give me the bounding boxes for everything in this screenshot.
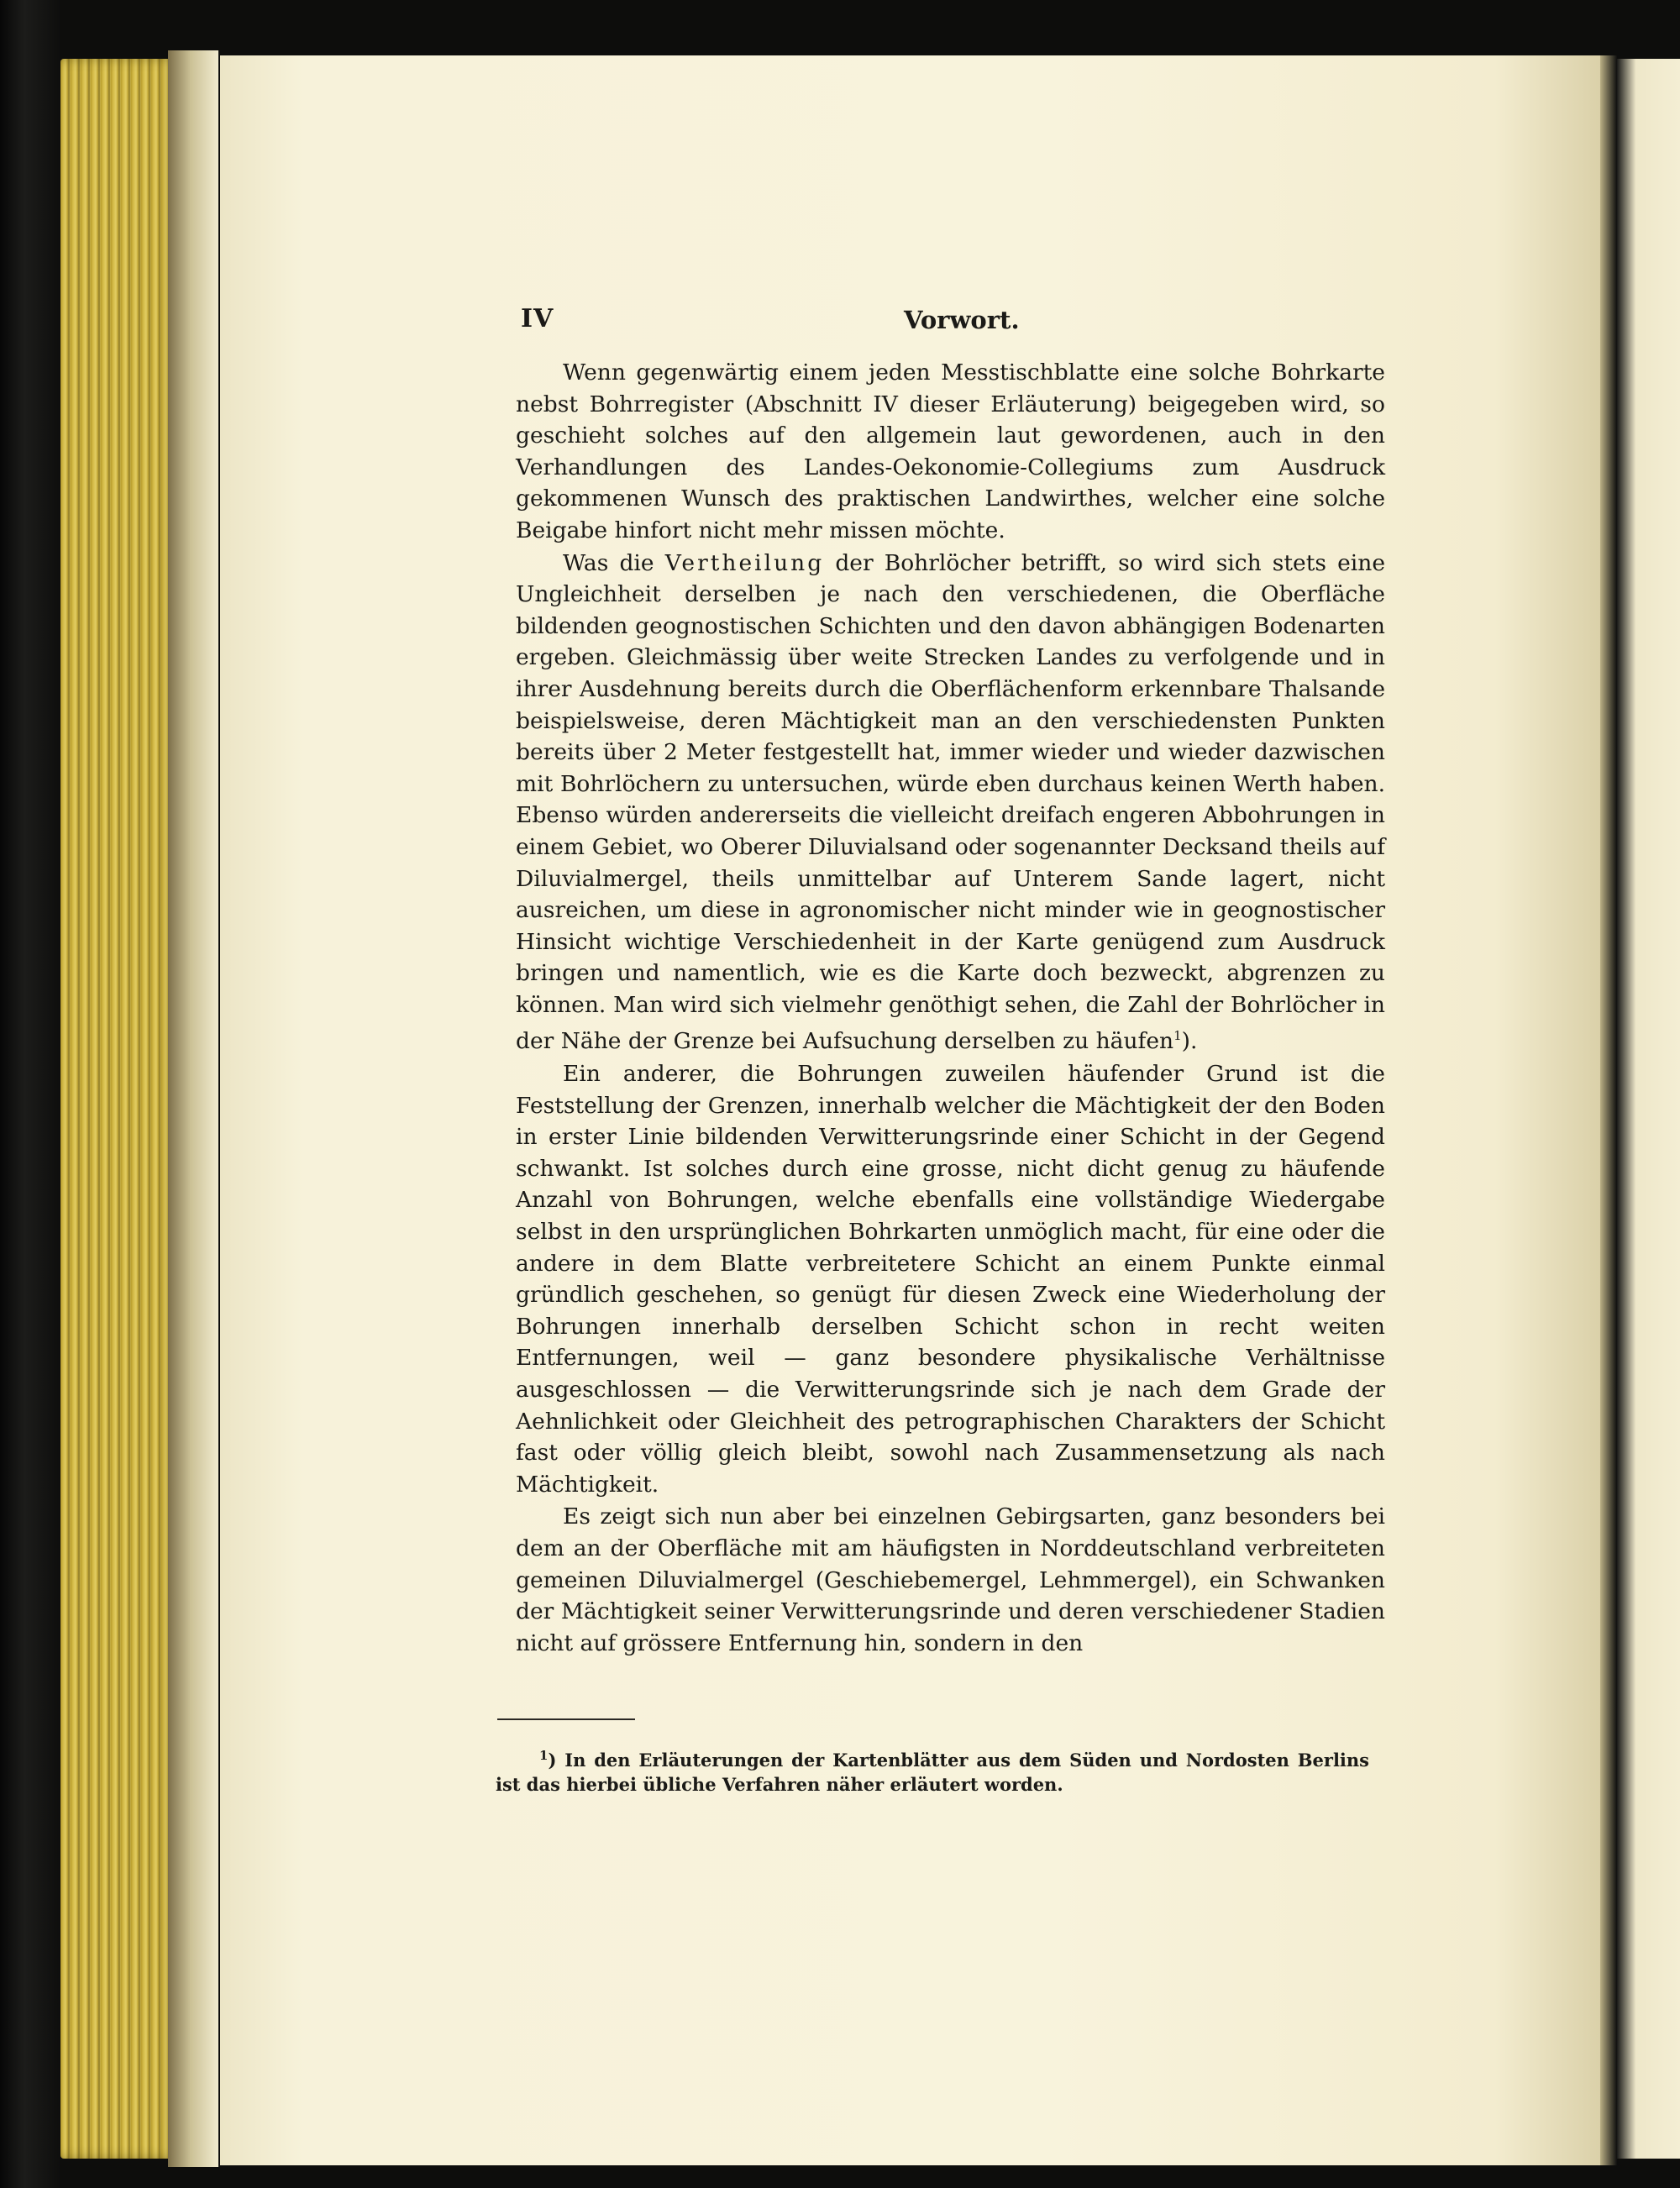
body-text [516,357,1385,1659]
footnote-line [496,1744,1369,1797]
page-number: IV [521,304,554,333]
book-cover-edge [0,0,60,2188]
page-edge-shadow [168,50,218,2167]
paragraph-2-end: ). [1181,1028,1198,1055]
footnote-reference: 1 [1173,1028,1182,1044]
paragraph-2-prefix: Was die [563,549,665,576]
footnote [496,1744,1369,1797]
footnote-text: ) In den Erläuterungen der Kartenblätter aus dem Süden und Nordosten Berlins ist das hierbei übliche Verfahren näher erläutert worden. [496,1750,1369,1795]
facing-page-edge [1617,59,1680,2159]
paragraph-3: Ein anderer, die Bohrungen zuweilen häufender Grund ist die Feststellung der Grenzen, innerhalb welcher die Mächtigkeit der den Boden in erster Linie bildenden Verwitterungsrinde einer Schicht in der Gegend schwankt. Ist solches durch eine grosse, nicht dicht genug zu häufende Anzahl von Bohrungen, welche ebenfalls eine vollständige Wiedergabe selbst in den ursprünglichen Bohrkarten unmöglich macht, für eine oder die andere in dem Blatte verbreitetere Schicht an einem Punkte einmal gründlich geschehen, so genügt für diesen Zweck eine Wiederholung der Bohrungen innerhalb derselben Schicht schon in recht weiten Entfernungen, weil — ganz besondere physikalische Verhältnisse ausgeschlossen — die Verwitterungsrinde sich je nach dem Grade der Aehnlichkeit oder Gleichheit des petrographischen Charakters der Schicht fast oder völlig gleich bleibt, sowohl nach Zusammensetzung als nach Mächtigkeit. [516,1061,1385,1498]
paragraph-4: Es zeigt sich nun aber bei einzelnen Gebirgsarten, ganz besonders bei dem an der Oberfläche mit am häufigsten in Norddeutschland verbreiteten gemeinen Diluvialmergel (Geschiebemergel, Lehmmergel), ein Schwanken der Mächtigkeit seiner Verwitterungsrinde und deren verschiedener Stadien nicht auf grössere Entfernung hin, sondern in den [516,1503,1385,1656]
footnote-divider [497,1718,635,1720]
page-edges-gilded [60,59,178,2159]
paragraph-2-emphasis: Vertheilung [664,549,825,576]
paragraph-1: Wenn gegenwärtig einem jeden Messtischblatte eine solche Bohrkarte nebst Bohrregister (Abschnitt IV dieser Erläuterung) beigegeben wird, so geschieht solches auf den allgemein laut gewordenen, auch in den Verhandlungen des Landes-Oekonomie-Collegiums zum Ausdruck gekommenen Wunsch des praktischen Landwirthes, welcher eine solche Beigabe hinfort nicht mehr missen möchte. [516,359,1385,543]
paragraph-2 [516,548,1385,1058]
page-title: Vorwort. [904,306,1020,334]
footnote-mark: 1 [539,1748,549,1763]
paragraph-2-text: der Bohrlöcher betrifft, so wird sich stets eine Ungleichheit derselben je nach den verschiedenen, die Oberfläche bildenden geognostischen Schichten und den davon abhängigen Bodenarten ergeben. Gleichmässig über weite Strecken Landes zu verfolgende und in ihrer Ausdehnung bereits durch die Oberflächenform erkennbare Thalsande beispielsweise, deren Mächtigkeit man an den verschiedensten Punkten bereits über 2 Meter festgestellt hat, immer wieder und wieder dazwischen mit Bohrlöchern zu untersuchen, würde eben durchaus keinen Werth haben. Ebenso würden andererseits die vielleicht dreifach engeren Abbohrungen in einem Gebiet, wo Oberer Diluvialsand oder sogenannter Decksand theils auf Diluvialmergel, theils unmittelbar auf Unterem Sande lagert, nicht ausreichen, um diese in agronomischer nicht minder wie in geognostischer Hinsicht wichtige Verschiedenheit in der Karte genügend zum Ausdruck bringen und namentlich, wie es die Karte doch bezweckt, abgrenzen zu können. Man wird sich vielmehr genöthigt sehen, die Zahl der Bohrlöcher in der Nähe der Grenze bei Aufsuchung derselben zu häufen [516,549,1385,1055]
book-gutter [1600,55,1617,2165]
